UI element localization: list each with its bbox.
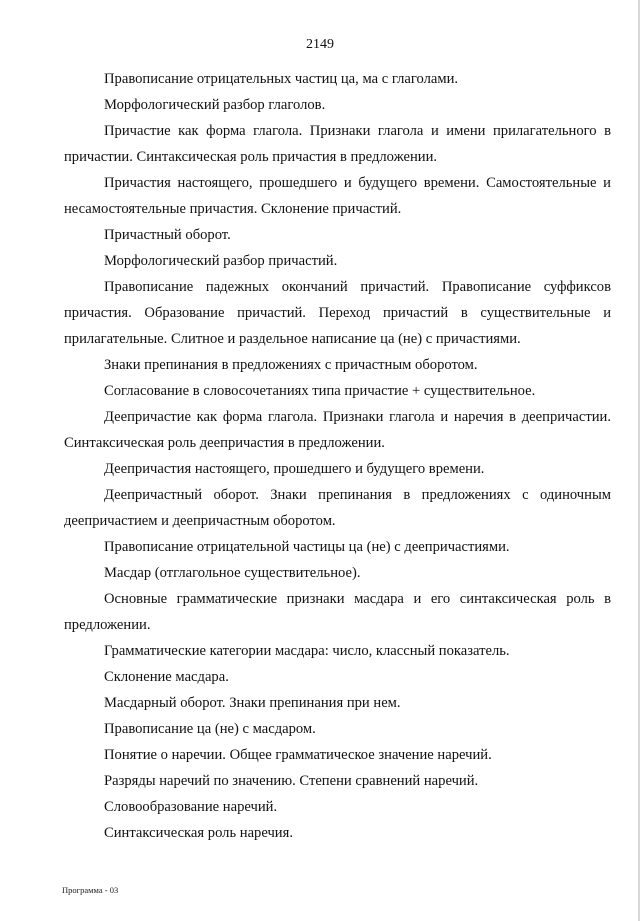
paragraph: Понятие о наречии. Общее грамматическое значение наречий. [104,747,492,763]
paragraph: Знаки препинания в предложениях с причастным оборотом. [104,357,478,373]
paragraph: Причастный оборот. [104,227,231,243]
paragraph: Причастие как форма глагола. Признаки глагола и имени прилагательного в причастии. Синтаксическая роль причастия в предложении. [64,123,611,165]
paragraph: Грамматические категории масдара: число, классный показатель. [104,643,510,659]
paragraph: Правописание ца (не) с масдаром. [104,721,316,737]
footer-program-label: Программа - 03 [62,885,119,895]
paragraph: Деепричастный оборот. Знаки препинания в предложениях с одиночным деепричастием и деепричастным оборотом. [64,487,611,529]
paragraph: Согласование в словосочетаниях типа причастие + существительное. [104,383,536,399]
paragraph: Основные грамматические признаки масдара и его синтаксическая роль в предложении. [64,591,611,633]
paragraph: Масдар (отглагольное существительное). [104,565,361,581]
paragraph: Синтаксическая роль наречия. [104,825,293,841]
body-text [64,66,611,846]
paragraph: Правописание отрицательной частицы ца (не) с деепричастиями. [104,539,510,555]
paragraph: Правописание отрицательных частиц ца, ма с глаголами. [104,71,459,87]
paragraph: Деепричастия настоящего, прошедшего и будущего времени. [104,461,485,477]
page-number: 2149 [306,37,334,52]
paragraph: Словообразование наречий. [104,799,278,815]
paragraph: Морфологический разбор причастий. [104,253,338,269]
paragraph: Разряды наречий по значению. Степени сравнений наречий. [104,773,479,789]
paragraph: Масдарный оборот. Знаки препинания при нем. [104,695,401,711]
paragraph: Причастия настоящего, прошедшего и будущего времени. Самостоятельные и несамостоятельные причастия. Склонение причастий. [64,175,611,217]
paragraph: Правописание падежных окончаний причастий. Правописание суффиксов причастия. Образование причастий. Переход причастий в существительные и прилагательные. Слитное и раздельное написание ца (не) с причастиями. [64,279,611,347]
paragraph: Склонение масдара. [104,669,229,685]
paragraph: Морфологический разбор глаголов. [104,97,326,113]
paragraph: Деепричастие как форма глагола. Признаки глагола и наречия в деепричастии. Синтаксическая роль деепричастия в предложении. [64,409,611,451]
